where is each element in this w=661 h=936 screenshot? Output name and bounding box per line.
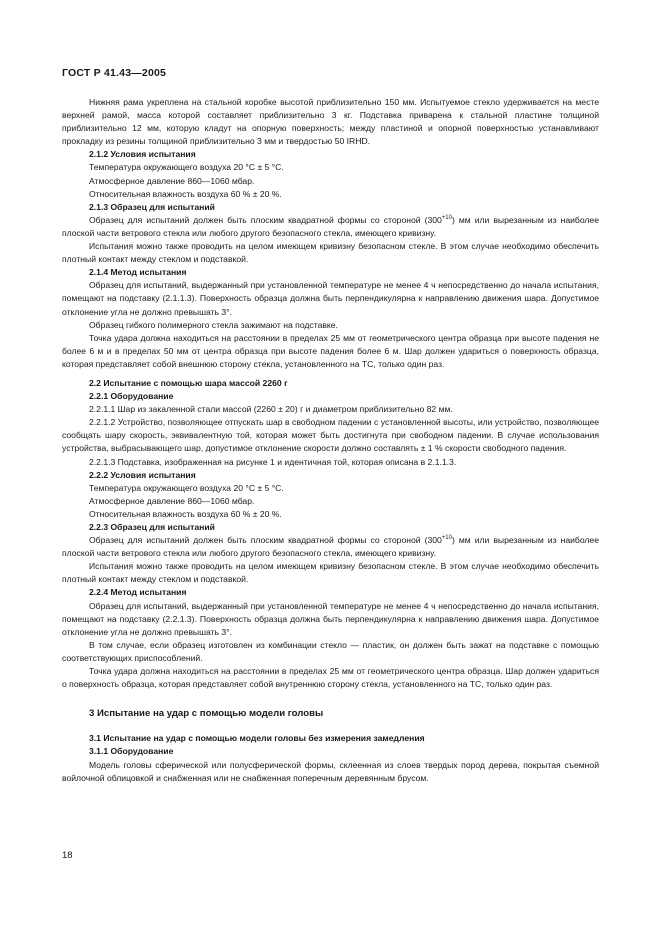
paragraph: 2.2.1.3 Подставка, изображенная на рисунке 1 и идентичная той, которая описана в 2.1.1.3. [89, 456, 457, 467]
paragraph: 2.2.1.2 Устройство, позволяющее отпускать шар в свободном падении с установленной высоты, или устройство, позволяющее сообщать шару скорость, эквивалентную той, которая может быть достигнута при свободном падении. В случае использования устройства, выбрасывающего шар, допустимое отклонение скорости должно составлять ± 1 % скорости свободного падения. [62, 417, 599, 454]
paragraph: Атмосферное давление 860—1060 мбар. [89, 495, 255, 506]
section-heading: 2.1.3 Образец для испытаний [89, 201, 215, 212]
paragraph: Образец для испытаний, выдержанный при установленной температуре не менее 4 ч непосредственно до начала испытания, помещают на подставку (2.1.1.3). Поверхность образца должна быть перпендикулярна к направлению движения шара. Допустимое отклонение угла не должно превышать 3°. [62, 280, 599, 317]
paragraph: Испытания можно также проводить на целом имеющем кривизну безопасном стекле. В этом случае необходимо обеспечить плотный контакт между стеклом и подставкой. [62, 561, 599, 585]
paragraph [62, 534, 599, 560]
paragraph: Атмосферное давление 860—1060 мбар. [89, 175, 255, 186]
paragraph: Образец гибкого полимерного стекла зажимают на подставке. [89, 319, 338, 330]
standard-header: ГОСТ Р 41.43—2005 [62, 67, 167, 79]
section-heading: 2.2.1 Оборудование [89, 391, 174, 402]
tolerance-superscript: +10 [441, 214, 452, 221]
paragraph: Относительная влажность воздуха 60 % ± 20 %. [89, 508, 282, 519]
paragraph-text: ) мм или вырезанным из наиболее плоской части ветрового стекла или любого другого безопасного стекла, имеющего кривизну. [62, 535, 599, 559]
section-heading: 3 Испытание на удар с помощью модели головы [89, 708, 324, 720]
paragraph: 2.2.1.1 Шар из закаленной стали массой (2260 ± 20) г и диаметром приблизительно 82 мм. [89, 404, 453, 415]
paragraph: Температура окружающего воздуха 20 °С ± 5 °С. [89, 162, 284, 173]
section-heading: 2.2.4 Метод испытания [89, 587, 187, 598]
section-heading: 3.1 Испытание на удар с помощью модели головы без измерения замедления [89, 733, 425, 744]
paragraph: Температура окружающего воздуха 20 °С ± 5 °С. [89, 482, 284, 493]
paragraph-text: Образец для испытаний должен быть плоским квадратной формы со стороной (300 [89, 535, 442, 546]
section-heading: 2.2.2 Условия испытания [89, 469, 196, 480]
page-number: 18 [62, 850, 73, 861]
section-heading: 2.2.3 Образец для испытаний [89, 522, 215, 532]
paragraph: Относительная влажность воздуха 60 % ± 20 %. [89, 188, 282, 199]
section-heading: 2.1.2 Условия испытания [89, 149, 196, 160]
paragraph: Точка удара должна находиться на расстоянии в пределах 25 мм от геометрического центра образца. Шар должен удариться о поверхность образца, которая представляет собой внутреннюю сторону стекла, установленного на ТС, только один раз. [62, 666, 599, 690]
paragraph-text: ) мм или вырезанным из наиболее плоской части ветрового стекла или любого другого безопасного стекла, имеющего кривизну. [62, 214, 599, 238]
document-body [62, 96, 599, 785]
section-heading: 3.1.1 Оборудование [89, 746, 174, 757]
paragraph: Нижняя рама укреплена на стальной коробке высотой приблизительно 150 мм. Испытуемое стекло удерживается на месте верхней рамой, масса которой составляет приблизительно 3 кг. Подставка приварена к стальной пластине толщиной приблизительно 12 мм, которую кладут на опорную поверхность; между пластиной и опорной поверхностью устанавливают прокладку из резины толщиной приблизительно 3 мм и твердостью 50 IRHD. [62, 97, 599, 147]
paragraph: Модель головы сферической или полусферической формы, склеенная из слоев твердых пород дерева, покрытая съемной войлочной облицовкой и снабженная или не снабженная поперечным деревянным брусом. [62, 759, 599, 783]
section-heading: 2.2 Испытание с помощью шара массой 2260 г [89, 377, 288, 388]
paragraph: Образец для испытаний, выдержанный при установленной температуре не менее 4 ч непосредственно до начала испытания, помещают на подставку (2.2.1.3). Поверхность образца должна быть перпендикулярна к направлению движения шара. Допустимое отклонение угла не должно превышать 3°. [62, 600, 599, 637]
paragraph-text: Образец для испытаний должен быть плоским квадратной формы со стороной (300 [89, 214, 442, 225]
paragraph [62, 214, 599, 240]
paragraph: Точка удара должна находиться на расстоянии в пределах 25 мм от геометрического центра образца при высоте падения не более 6 м и в пределах 50 мм от центра образца при высоте падения более 6 м. Шар должен удариться о поверхность образца, которая представляет собой внешнюю сторону стекла, установленного на ТС, только один раз. [62, 332, 599, 369]
tolerance-superscript: +10 [441, 535, 452, 542]
paragraph: В том случае, если образец изготовлен из комбинации стекло — пластик, он должен быть зажат на подставке с помощью соответствующих приспособлений. [62, 639, 599, 663]
section-heading: 2.1.4 Метод испытания [89, 267, 187, 278]
paragraph: Испытания можно также проводить на целом имеющем кривизну безопасном стекле. В этом случае необходимо обеспечить плотный контакт между стеклом и подставкой. [62, 241, 599, 265]
